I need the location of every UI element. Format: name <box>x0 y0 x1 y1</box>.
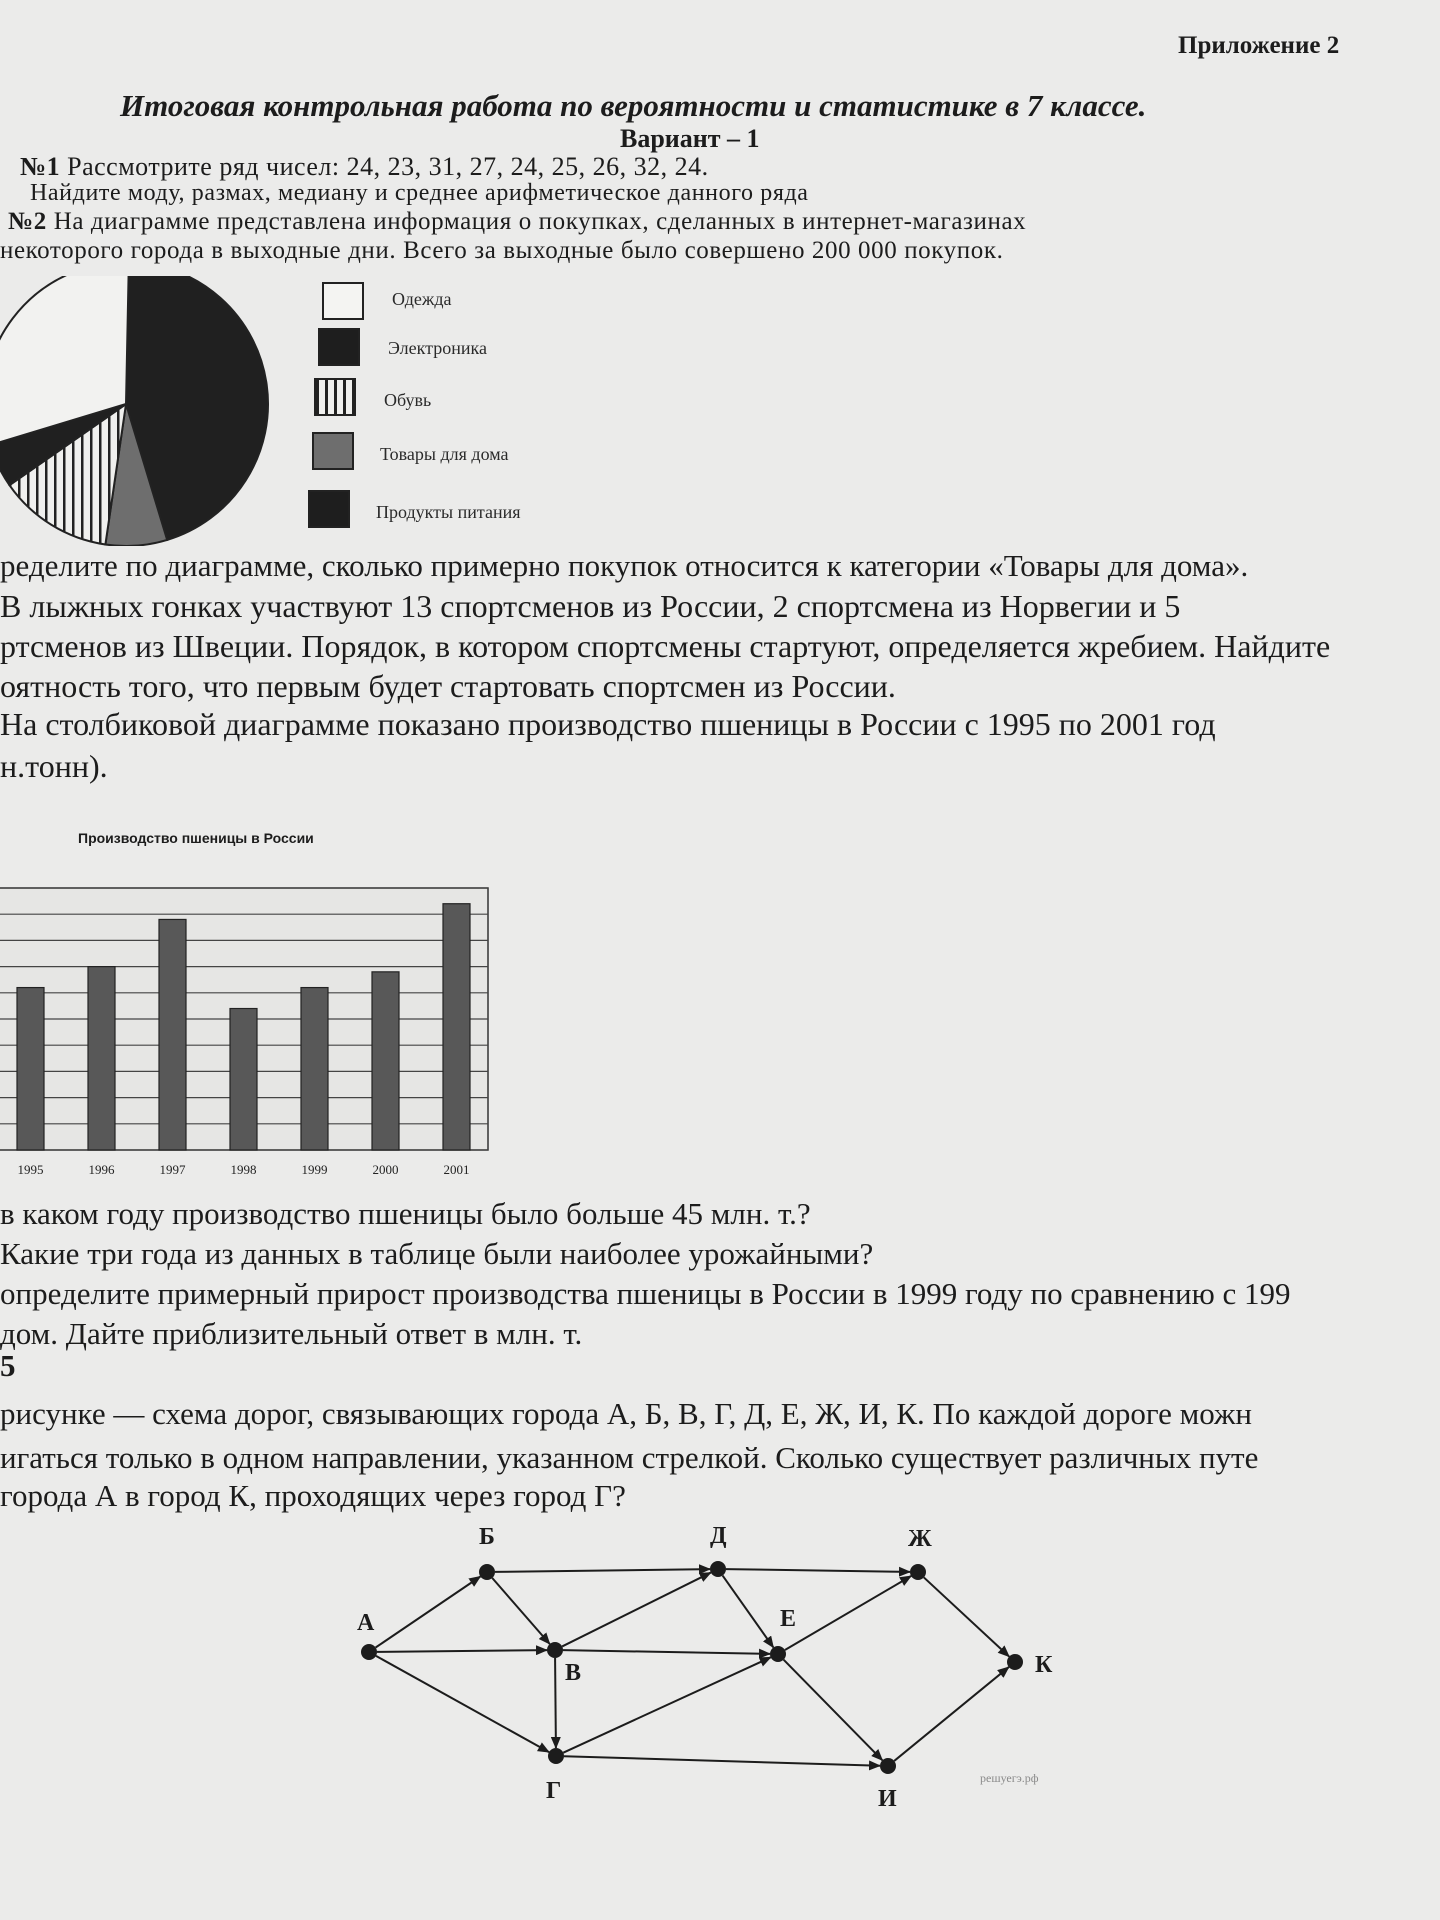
task2-line1: На диаграмме представлена информация о покупках, сделанных в интернет-магазинах <box>53 208 1027 235</box>
task5-line2: игаться только в одном направлении, указанном стрелкой. Сколько существует различных путе <box>0 1440 1259 1475</box>
bar-tick-label-1999: 1999 <box>301 1162 328 1177</box>
node-label-E: Е <box>780 1606 797 1632</box>
node-G <box>548 1748 564 1764</box>
edge-V-D <box>562 1573 711 1647</box>
bar-chart-title: Производство пшеницы в России <box>78 830 314 846</box>
task1 <box>20 152 709 182</box>
node-label-G: Г <box>546 1778 562 1804</box>
edge-B-D <box>495 1569 710 1572</box>
node-K <box>1007 1654 1023 1670</box>
edge-E-I <box>784 1660 883 1761</box>
edge-A-B <box>376 1576 481 1647</box>
task4-q3b: дом. Дайте приблизительный ответ в млн. т. <box>0 1316 583 1351</box>
node-label-Zh: Ж <box>908 1526 932 1552</box>
task2-line2: некоторого города в выходные дни. Всего за выходные было совершено 200 000 покупок. <box>0 237 1004 264</box>
task2-question: ределите по диаграмме, сколько примерно покупок относится к категории «Товары для дома». <box>0 548 1249 583</box>
page-title: Итоговая контрольная работа по вероятности и статистике в 7 классе. <box>120 88 1147 123</box>
task3-line3: оятность того, что первым будет стартовать спортсмен из России. <box>0 668 896 704</box>
bar-tick-label-1998: 1998 <box>230 1162 257 1177</box>
node-D <box>710 1561 726 1577</box>
task1-line1: Рассмотрите ряд чисел: 24, 23, 31, 27, 24, 25, 26, 32, 24. <box>67 152 709 181</box>
node-E <box>770 1646 786 1662</box>
bar-tick-label-1997: 1997 <box>159 1162 186 1177</box>
legend-label-home: Товары для дома <box>380 444 509 464</box>
legend-swatch-shoes <box>314 378 356 416</box>
legend-swatch-clothes <box>322 282 364 320</box>
node-label-K: К <box>1035 1652 1053 1678</box>
node-Zh <box>910 1564 926 1580</box>
watermark: решуегэ.рф <box>980 1771 1039 1785</box>
pie-slices <box>0 276 268 546</box>
edge-V-E <box>563 1650 770 1654</box>
task4-line1: На столбиковой диаграмме показано производство пшеницы в России с 1995 по 2001 год <box>0 706 1216 742</box>
task5-line3: города А в город К, проходящих через город Г? <box>0 1478 626 1513</box>
task4-q1: в каком году производство пшеницы было больше 45 млн. т.? <box>0 1196 811 1231</box>
bar-1996 <box>88 967 115 1150</box>
bar-1998 <box>230 1009 257 1150</box>
node-label-D: Д <box>710 1523 727 1549</box>
bar-tick-label-1996: 1996 <box>88 1162 115 1177</box>
task4-line2: н.тонн). <box>0 748 108 784</box>
edge-V-G <box>555 1658 556 1748</box>
pie-chart <box>0 276 300 546</box>
graph-edges <box>376 1569 1010 1766</box>
task1-number: №1 <box>20 152 61 181</box>
task1-line2: Найдите моду, размах, медиану и среднее арифметическое данного ряда <box>30 180 809 206</box>
legend-swatch-food <box>308 490 350 528</box>
bar-1995 <box>17 988 44 1150</box>
bar-2001 <box>443 904 470 1150</box>
edge-G-I <box>564 1756 880 1766</box>
node-label-I: И <box>878 1786 897 1812</box>
variant-label: Вариант – 1 <box>620 124 760 153</box>
bar-1999 <box>301 988 328 1150</box>
edge-B-V <box>492 1578 549 1644</box>
bar-tick-label-2000: 2000 <box>372 1162 399 1177</box>
graph-nodes <box>357 1523 1053 1812</box>
task5-line1: рисунке — схема дорог, связывающих города А, Б, В, Г, Д, Е, Ж, И, К. По каждой дороге можн <box>0 1396 1253 1431</box>
task3-line1: В лыжных гонках участвуют 13 спортсменов из России, 2 спортсмена из Норвегии и 5 <box>0 588 1181 624</box>
edge-D-E <box>723 1576 774 1648</box>
bar-2000 <box>372 972 399 1150</box>
bar-1997 <box>159 919 186 1150</box>
task2-number: №2 <box>8 208 47 235</box>
task4-q2: Какие три года из данных в таблице были наиболее урожайными? <box>0 1236 874 1271</box>
node-V <box>547 1642 563 1658</box>
node-label-B: Б <box>479 1524 495 1550</box>
legend-label-shoes: Обувь <box>384 390 432 410</box>
legend-swatch-home <box>312 432 354 470</box>
edge-D-Zh <box>726 1569 910 1572</box>
road-graph <box>300 1500 1100 1830</box>
bar-tick-label-2001: 2001 <box>443 1162 470 1177</box>
task4-q3: определите примерный прирост производства пшеницы в России в 1999 году по сравнению с 199 <box>0 1276 1291 1311</box>
legend-label-clothes: Одежда <box>392 289 452 309</box>
node-A <box>361 1644 377 1660</box>
legend-label-food: Продукты питания <box>376 502 521 522</box>
node-label-V: В <box>565 1660 582 1686</box>
bar-chart <box>0 880 500 1180</box>
bar-chart-plot <box>0 888 488 1177</box>
legend-label-electronics: Электроника <box>388 338 487 358</box>
edge-Zh-K <box>924 1577 1009 1656</box>
node-label-A: А <box>357 1610 375 1636</box>
edge-E-Zh <box>785 1576 911 1650</box>
bar-tick-label-1995: 1995 <box>17 1162 44 1177</box>
node-I <box>880 1758 896 1774</box>
task5-number: 5 <box>0 1348 16 1383</box>
edge-A-G <box>376 1656 549 1752</box>
appendix-label: Приложение 2 <box>1178 32 1340 59</box>
legend-swatch-electronics <box>318 328 360 366</box>
task3-line2: ртсменов из Швеции. Порядок, в котором спортсмены стартуют, определяется жребием. Найдите <box>0 628 1331 664</box>
edge-I-K <box>894 1667 1009 1761</box>
edge-A-V <box>377 1650 547 1652</box>
edge-G-E <box>563 1657 770 1752</box>
node-B <box>479 1564 495 1580</box>
task2 <box>8 208 1026 236</box>
